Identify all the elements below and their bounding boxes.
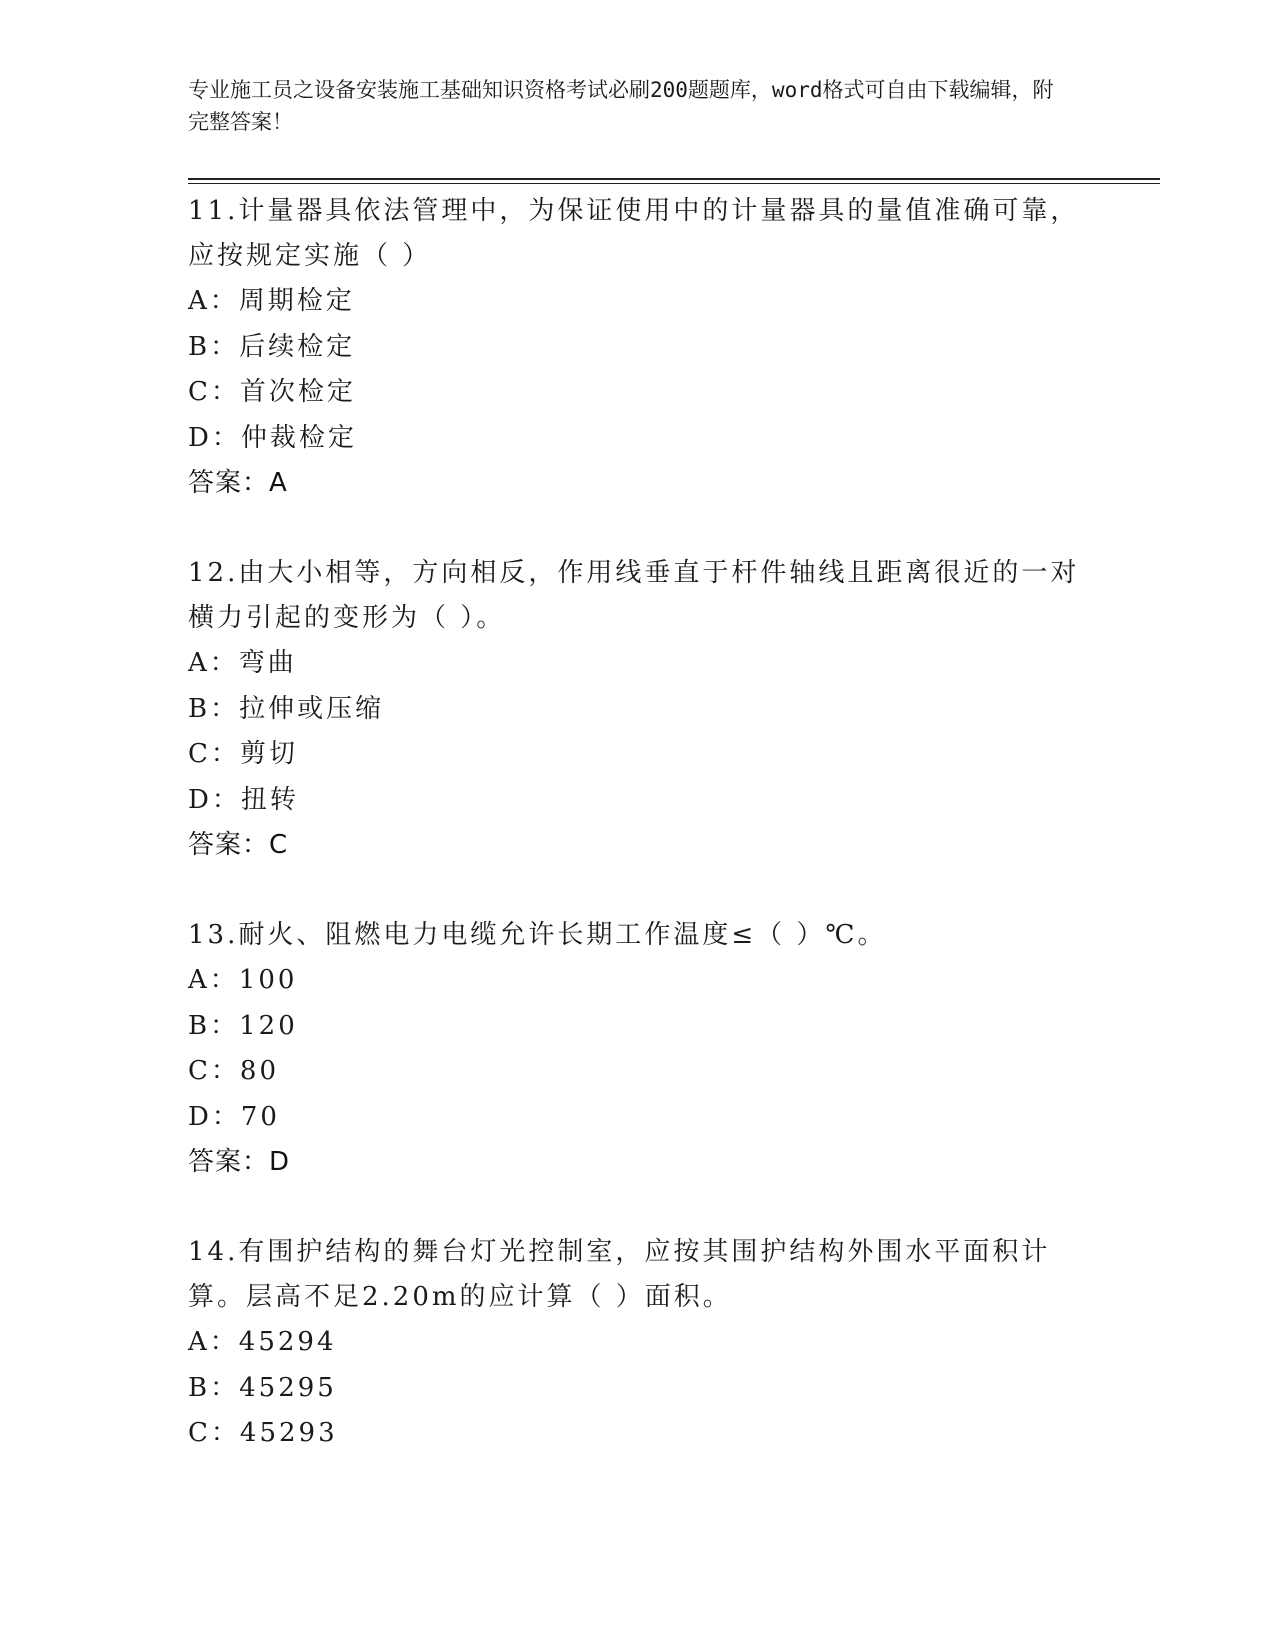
option-b — [188, 1366, 1088, 1412]
answer-line: 答案：D — [188, 1147, 291, 1177]
answer-line: 答案：C — [188, 830, 289, 860]
option-text: 100 — [238, 965, 298, 995]
option-text: 首次检定 — [239, 377, 356, 407]
option-key: B： — [188, 1372, 240, 1403]
option-c — [188, 732, 1088, 778]
option-a — [188, 958, 1088, 1004]
option-key: A： — [188, 1327, 239, 1357]
option-key: C： — [188, 1056, 240, 1086]
option-c — [188, 370, 1088, 416]
option-text: 45293 — [239, 1418, 338, 1448]
option-text: 周期检定 — [238, 286, 355, 316]
header-rule-thin — [188, 183, 1160, 184]
option-key: A： — [188, 286, 239, 316]
option-a — [188, 1320, 1088, 1366]
option-a — [188, 279, 1088, 325]
option-key: B： — [188, 331, 240, 362]
question-stem: 12.由大小相等，方向相反，作用线垂直于杆件轴线且距离很近的一对横力引起的变形为（ ）。 — [188, 558, 1080, 633]
question-stem: 13.耐火、阻燃电力电缆允许长期工作温度≤（ ）℃。 — [188, 920, 887, 950]
question-stem: 14.有围护结构的舞台灯光控制室，应按其围护结构外围水平面积计算。层高不足2.20m的应计算（ ）面积。 — [188, 1237, 1051, 1312]
option-text: 后续检定 — [239, 331, 356, 362]
question-list — [188, 189, 1088, 1502]
option-text: 拉伸或压缩 — [239, 693, 385, 724]
option-d — [188, 778, 1088, 824]
question-stem: 11.计量器具依法管理中，为保证使用中的计量器具的量值准确可靠，应按规定实施（ ） — [188, 196, 1080, 271]
question-13 — [188, 913, 1088, 1185]
option-key: B： — [188, 693, 240, 724]
option-key: D： — [188, 422, 241, 453]
option-key: A： — [188, 648, 239, 678]
option-key: B： — [188, 1010, 240, 1041]
header-rule-thick — [188, 178, 1160, 180]
option-text: 扭转 — [240, 784, 299, 815]
option-key: A： — [188, 965, 239, 995]
option-text: 70 — [240, 1101, 280, 1132]
option-key: C： — [188, 739, 240, 769]
question-11 — [188, 189, 1088, 506]
option-b — [188, 1004, 1088, 1050]
option-text: 仲裁检定 — [240, 422, 357, 453]
question-14 — [188, 1230, 1088, 1457]
option-key: D： — [188, 784, 241, 815]
option-text: 剪切 — [239, 739, 298, 769]
option-text: 120 — [239, 1010, 298, 1041]
option-d — [188, 1095, 1088, 1141]
option-key: C： — [188, 1418, 240, 1448]
document-header: 专业施工员之设备安装施工基础知识资格考试必刷200题题库，word格式可自由下载编辑，附完整答案！ — [188, 78, 1054, 134]
option-text: 45294 — [238, 1327, 337, 1357]
option-b — [188, 687, 1088, 733]
option-a — [188, 641, 1088, 687]
option-c — [188, 1049, 1088, 1095]
option-text: 45295 — [239, 1372, 337, 1403]
option-b — [188, 325, 1088, 371]
option-d — [188, 416, 1088, 462]
option-text: 弯曲 — [238, 648, 297, 678]
option-key: C： — [188, 377, 240, 407]
option-c — [188, 1411, 1088, 1457]
option-text: 80 — [239, 1056, 279, 1086]
answer-line: 答案：A — [188, 468, 288, 498]
option-key: D： — [188, 1101, 241, 1132]
question-12 — [188, 551, 1088, 868]
